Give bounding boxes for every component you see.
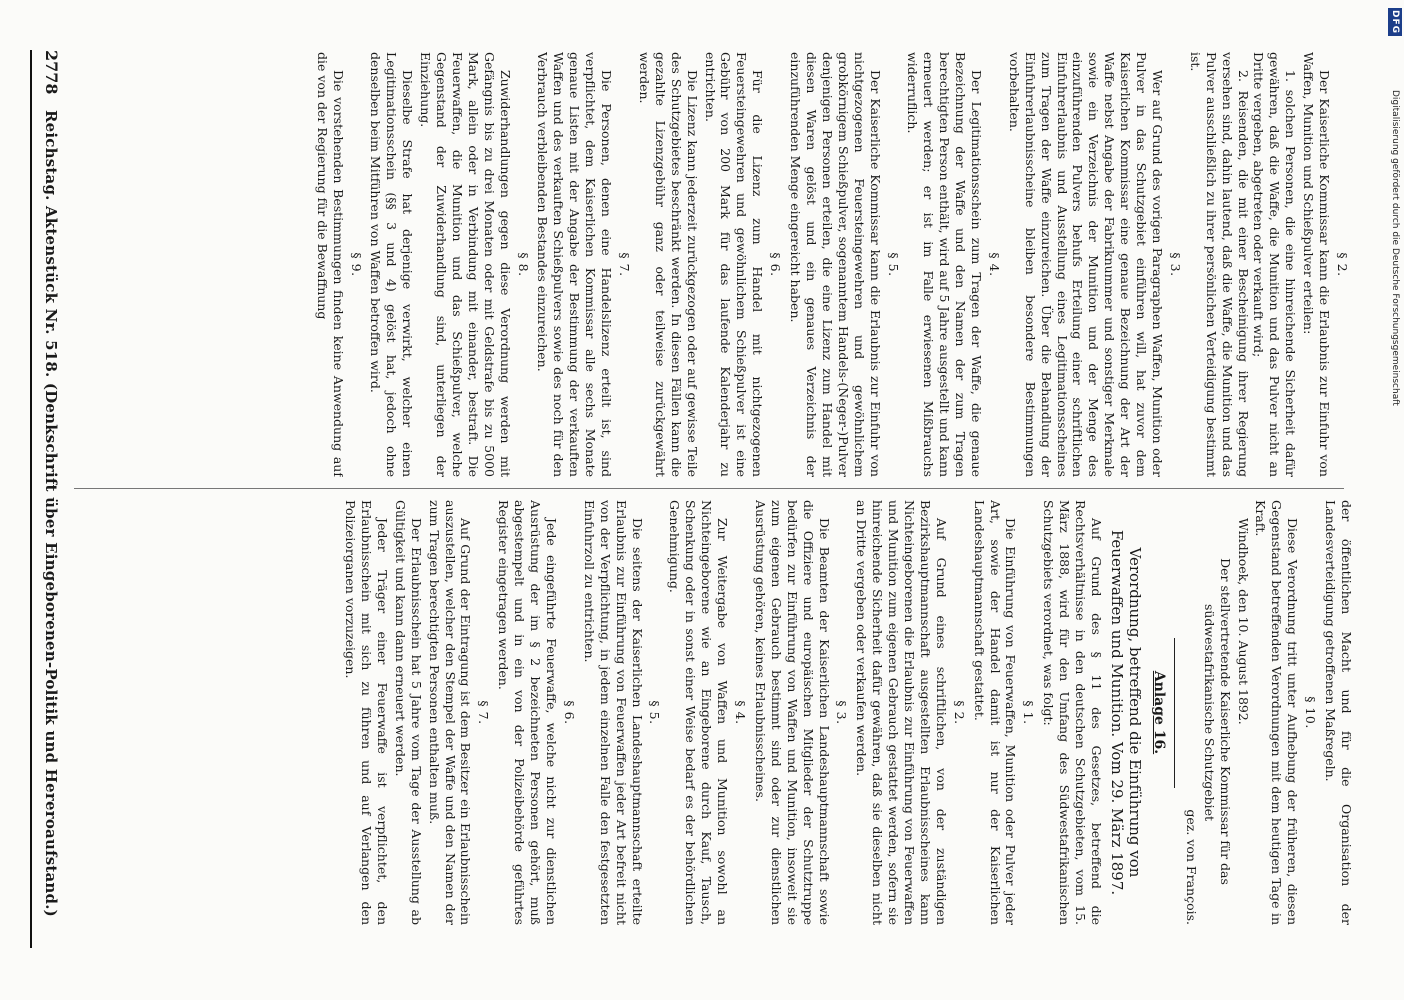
section-heading: § 4. [733,700,748,725]
section-heading: § 3. [834,700,850,725]
column-divider [74,488,1344,489]
section-heading: § 7. [617,252,633,277]
list-item: 2. Reisenden, die mit einer Bescheinigung ihrer Regierung versehen sind, dahin lautend, daß die Waffe, die Munition und das Pulver ausschließlich zu ihrer persönlichen Verteidigung bestimmt ist. [1187,52,1251,477]
section-heading: § 4. [986,252,1002,277]
paragraph: Die Personen, denen eine Handelslizenz erteilt ist, sind verpflichtet, dem Kaiserlichen Kommissar alle sechs Monate genaue Listen mit der Angabe der Bestimmung der verkauften Waffen und des verkauften Schießpulvers sowie des noch für den Verbrauch verbleibenden Bestandes einzureichen. [535,52,615,477]
place-date: Windhoek, den 10. August 1892. [1235,518,1251,725]
paragraph: Zur Weitergabe von Waffen und Munition sowohl an Nichteingeborene wie an Eingeborene durch Kauf, Tausch, Schenkung oder in sonst einer Weise bedarf es der behördlichen Genehmigung. [667,500,731,925]
paragraph: Der Legitimationsschein zum Tragen der Waffe, die genaue Bezeichnung der Waffe und den Namen der zum Tragen berechtigten Person enthält, wird auf 5 Jahre ausgestellt und kann erneuert werden; er ist im Falle erwiesenen Mißbrauchs widerruflich. [905,52,985,477]
dfg-logo: DFG [1390,9,1400,34]
paragraph: Dieselbe Strafe hat derjenige verwirkt, welcher einen Legitimationsschein (§§ 3 und 4) gelöst hat, jedoch ohne denselben beim Mitführen von Waffen betroffen wird. [368,52,416,477]
paragraph: Die vorstehenden Bestimmungen finden keine Anwendung auf die von der Regierung für die Bewaffnung [314,52,346,477]
paragraph: der öffentlichen Macht und für die Organisation der Landesverteidigung getroffenen Maßregeln. [1323,500,1354,925]
section-heading: § 7. [476,700,492,725]
paragraph: Jeder Träger einer Feuerwaffe ist verpflichtet, den Erlaubnisschein mit sich zu führen und auf Verlangen den Polizeiorganen vorzuzeigen. [343,500,390,925]
section-heading: § 6. [561,700,577,725]
list-item: 1. solchen Personen, die eine hinreichende Sicherheit dafür gewähren, daß die Waffe, die Munition und das Pulver nicht an Dritte vergeben, abgetreten oder verkauft wird; [1251,52,1299,477]
section-heading: § 5. [647,700,663,725]
signature: gez. von François. [1183,809,1199,925]
paragraph: Der Kaiserliche Kommissar kann die Erlaubnis zur Einfuhr von Waffen, Munition und Schießpulver erteilen: [1301,52,1333,477]
paragraph: Der Kaiserliche Kommissar kann die Erlaubnis zur Einfuhr von nichtgezogenen Feuersteingewehren und gewöhnlichem grobkörnigem Schießpulver, sogenanntem Handels-(Neger-)Pulver denjenigen Personen erteilen, die eine Lizenz zum Handel mit diesen Waren gelöst und ein genaues Verzeichnis der einzuführenden Menge eingereicht haben. [788,52,883,477]
paragraph: Auf Grund der Eintragung ist dem Besitzer ein Erlaubnisschein auszustellen, welcher den Stempel der Waffe und den Namen der zum Tragen berechtigten Personen enthalten muß. [426,500,474,925]
annex-label: Anlage 16. [1150,670,1167,755]
paragraph: Der Erlaubnisschein hat 5 Jahre vom Tage der Ausstellung ab Gültigkeit und kann dann erneuert werden. [392,500,424,925]
section-heading: § 9. [348,252,364,277]
page-number: 2778 [42,50,61,95]
right-column [79,500,1354,925]
paragraph: Für die Lizenz zum Handel mit nichtgezogenen Feuersteingewehren und gewöhnlichem Schießpulver ist eine Gebühr von 200 Mark für das laufende Kalenderjahr zu entrichten. [702,52,766,477]
signer-role: Der stellvertretende Kaiserliche Kommissar für das südwestafrikanische Schutzgebiet [1201,558,1233,885]
section-heading: § 3. [1167,252,1183,277]
section-heading: § 1. [1021,700,1037,725]
paragraph: Zuwiderhandlungen gegen diese Verordnung werden mit Gefängnis bis zu drei Monaten oder mit Geldstrafe bis zu 5000 Mark, allein oder in Verbindung mit einander, bestraft. Die Feuerwaffen, die Munition und das Schießpulver, welche Gegenstand der Zuwiderhandlung sind, unterliegen der Einziehung. [418,52,513,477]
paragraph: Die seitens der Kaiserlichen Landeshauptmannschaft erteilte Erlaubnis zur Einführung von Feuerwaffen jeder Art befreit nicht von der Verpflichtung, in jedem einzelnen Falle den festgesetzten Einfuhrzoll zu entrichten. [581,500,645,925]
paragraph: Jede eingeführte Feuerwaffe, welche nicht zur dienstlichen Ausrüstung der im § 2 bezeichneten Personen gehört, muß abgestempelt und in ein von der Polizeibehörde geführtes Register eingetragen werden. [496,500,560,925]
section-heading: § 2. [951,700,967,725]
left-column [79,52,1354,477]
paragraph: Auf Grund eines schriftlichen, von der zuständigen Bezirkshauptmannschaft ausgestellten Erlaubnisscheines kann Nichteingeborenen die Erlaubnis zur Einführung von Feuerwaffen und Munition zum eigenen Gebrauch gestattet werden, sofern sie hinreichende Sicherheit dafür gewähren, daß sie dieselben nicht an Dritte vergeben oder verkaufen werden. [854,500,949,925]
paragraph: Die Beamten der Kaiserlichen Landeshauptmannschaft sowie die Offiziere und europäischen Mitglieder der Schutztruppe bedürfen zur Einführung von Waffen und Munition, insoweit sie zum eigenen Gebrauch bestimmt sind oder zur dienstlichen Ausrüstung gehören, keines Erlaubnisscheines. [752,500,832,925]
section-heading: § 8. [515,252,531,277]
section-heading: § 2. [1335,252,1350,277]
section-heading: § 5. [885,252,901,277]
paragraph: Auf Grund des § 11 des Gesetzes, betreffend die Rechtsverhältnisse in den deutschen Schutzgebieten, vom 15. März 1888, wird für den Umfang des Südwestafrikanischen Schutzgebiets verordnet, was folgt: [1041,500,1105,925]
page-header [30,50,66,948]
paragraph: Diese Verordnung tritt unter Aufhebung der früheren, diesen Gegenstand betreffenden Verordnungen mit dem heutigen Tage in Kraft. [1253,500,1301,925]
paragraph: Die Lizenz kann jederzeit zurückgezogen oder auf gewisse Teile des Schutzgebietes beschränkt werden. In diesen Fällen kann die gezahlte Lizenzgebühr ganz oder teilweise zurückgewährt werden. [636,52,700,477]
section-heading: § 6. [768,252,784,277]
ordinance-title: Verordnung, betreffend die Einführung von Feuerwaffen und Munition. Vom 29. März 1897. [1108,529,1145,896]
paragraph: Wer auf Grund des vorigen Paragraphen Waffen, Munition oder Pulver in das Schutzgebiet einführen will, hat zuvor dem Kaiserlichen Kommissar eine genaue Bezeichnung der Art der Waffe nebst Angabe der Fabriknummer und sonstiger Merkmale sowie ein Verzeichnis der Munition und der Menge des einzuführenden Pulvers behufs Erteilung einer schriftlichen Einfuhrerlaubnis und Ausstellung eines Legitimationsscheines zum Tragen der Waffe einzureichen. Über die Behandlung der Einfuhrerlaubnisscheine bleiben besondere Bestimmungen vorbehalten. [1006,52,1166,477]
page-title: Reichstag. Aktenstück Nr. 518. (Denkschrift über Eingeborenen-Politik und Hereroaufstand.) [42,110,60,917]
digitization-credit: Digitalisierung gefördert durch die Deutsche Forschungsgemeinschaft [1390,90,1400,406]
paragraph: Die Einführung von Feuerwaffen, Munition oder Pulver jeder Art, sowie der Handel damit ist nur der Kaiserlichen Landeshauptmannschaft gestattet. [971,500,1019,925]
separator-line [1174,638,1175,788]
section-heading: § 10. [1303,696,1319,729]
